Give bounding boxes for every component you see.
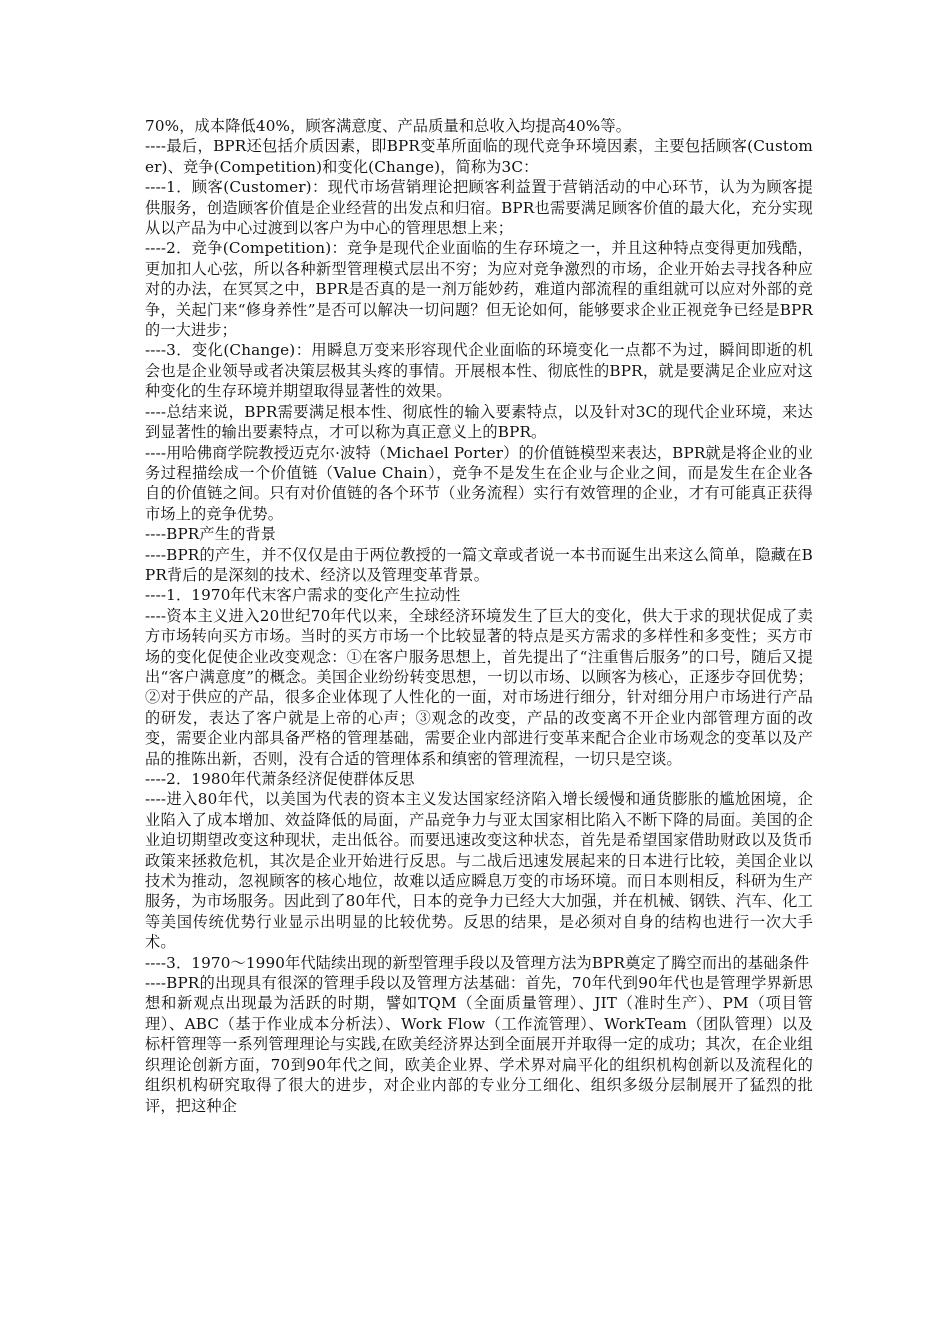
paragraph-competition: ----2．竞争(Competition)：竞争是现代企业面临的生存环境之一，并且这种特点变得更加残酷，更加扣人心弦，所以各种新型管理模式层出不穷；为应对竞争激烈的市场，企业开始去寻找各种应对的办法，在冥冥之中，BPR是否真的是一剂万能妙药，难道内部流程的重组就可以应对外部的竞争，关起门来“修身养性”是否可以解决一切问题？但无论如何，能够要求企业正视竞争已经是BPR的一大进步； xyxy=(145,239,813,340)
subheading-management-methods: ----3．1970～1990年代陆续出现的新型管理手段以及管理方法为BPR奠定了腾空而出的基础条件 xyxy=(145,953,810,972)
paragraph-1970s-demand: ----资本主义进入20世纪70年代以来，全球经济环境发生了巨大的变化，供大于求的现状促成了卖方市场转向买方市场。当时的买方市场一个比较显著的特点是买方需求的多样性和多变性；买方市场的变化促使企业改变观念：①在客户服务思想上，首先提出了“注重售后服务”的口号，随后又提出“客户满意度”的概念。美国企业纷纷转变思想，一切以市场、以顾客为核心，正逐步夺回优势；②对于供应的产品，很多企业体现了人性化的一面，对市场进行细分，针对细分用户市场进行产品的研发，表达了客户就是上帝的心声；③观念的改变，产品的改变离不开企业内部管理方面的改变，需要企业内部具备严格的管理基础，需要企业内部进行变革来配合企业市场观念的变革以及产品的推陈出新，否则，没有合适的管理体系和缜密的管理流程，一切只是空谈。 xyxy=(145,606,813,768)
paragraph-1980s-recession: ----进入80年代，以美国为代表的资本主义发达国家经济陷入增长缓慢和通货膨胀的尴尬困境，企业陷入了成本增加、效益降低的局面，产品竞争力与亚太国家相比陷入不断下降的局面。美国的企业迫切期望改变这种现状，走出低谷。而要迅速改变这种状态，首先是希望国家借助财政以及货币政策来拯救危机，其次是企业开始进行反思。与二战后迅速发展起来的日本进行比较，美国企业以技术为推动，忽视顾客的核心地位，故难以适应瞬息万变的市场环境。而日本则相反，科研为生产服务，为市场服务。因此到了80年代，日本的竞争力已经大大加强，并在机械、钢铁、汽车、化工等美国传统优势行业显示出明显的比较优势。反思的结果，是必须对自身的结构也进行一次大手术。 xyxy=(145,790,813,952)
paragraph-bpr-origin: ----BPR的产生，并不仅仅是由于两位教授的一篇文章或者说一本书而诞生出来这么简单，隐藏在BPR背后的是深刻的技术、经济以及管理变革背景。 xyxy=(145,545,813,584)
subheading-1970s-demand: ----1．1970年代末客户需求的变化产生拉动性 xyxy=(145,586,461,605)
section-heading-bpr-background: ----BPR产生的背景 xyxy=(145,525,277,544)
subheading-1980s-recession: ----2．1980年代萧条经济促使群体反思 xyxy=(145,770,415,788)
paragraph-summary: ----总结来说，BPR需要满足根本性、彻底性的输入要素特点，以及针对3C的现代企业环境，来达到显著性的输出要素特点，才可以称为真正意义上的BPR。 xyxy=(145,402,813,442)
document-body xyxy=(145,116,813,1116)
paragraph-3c-intro: ----最后，BPR还包括介质因素，即BPR变革所面临的现代竞争环境因素，主要包括顾客(Customer)、竞争(Competition)和变化(Change)，简称为3C： xyxy=(145,137,813,176)
paragraph-customer: ----1．顾客(Customer)：现代市场营销理论把顾客利益置于营销活动的中心环节，认为为顾客提供服务，创造顾客价值是企业经营的出发点和归宿。BPR也需要满足顾客价值的最大化，充分实现从以产品为中心过渡到以客户为中心的管理思想上来； xyxy=(145,178,813,238)
paragraph-cost-reduction: 70%，成本降低40%，顾客满意度、产品质量和总收入均提高40%等。 xyxy=(145,117,632,135)
paragraph-management-methods: ----BPR的出现具有很深的管理手段以及管理方法基础：首先，70年代到90年代也是管理学界新思想和新观点出现最为活跃的时期，譬如TQM（全面质量管理）、JIT（准时生产）、PM（项目管理）、ABC（基于作业成本分析法）、Work Flow（工作流管理）、WorkTeam（团队管理）以及标杆管理等一系列管理理论与实践,在欧美经济界达到全面展开并取得一定的成功；其次，在企业组织理论创新方面，70到90年代之间，欧美企业界、学术界对扁平化的组织机构创新以及流程化的组织机构研究取得了很大的进步，对企业内部的专业分工细化、组织多级分层制展开了猛烈的批评，把这种企 xyxy=(145,974,813,1115)
paragraph-value-chain: ----用哈佛商学院教授迈克尔·波特（Michael Porter）的价值链模型来表达，BPR就是将企业的业务过程描绘成一个价值链（Value Chain），竞争不是发生在企业与企业之间，而是发生在企业各自的价值链之间。只有对价值链的各个环节（业务流程）实行有效管理的企业，才有可能真正获得市场上的竞争优势。 xyxy=(145,443,813,523)
paragraph-change: ----3．变化(Change)：用瞬息万变来形容现代企业面临的环境变化一点都不为过，瞬间即逝的机会也是企业领导或者决策层极其头疼的事情。开展根本性、彻底性的BPR，就是要满足企业应对这种变化的生存环境并期望取得显著性的效果。 xyxy=(145,341,813,401)
